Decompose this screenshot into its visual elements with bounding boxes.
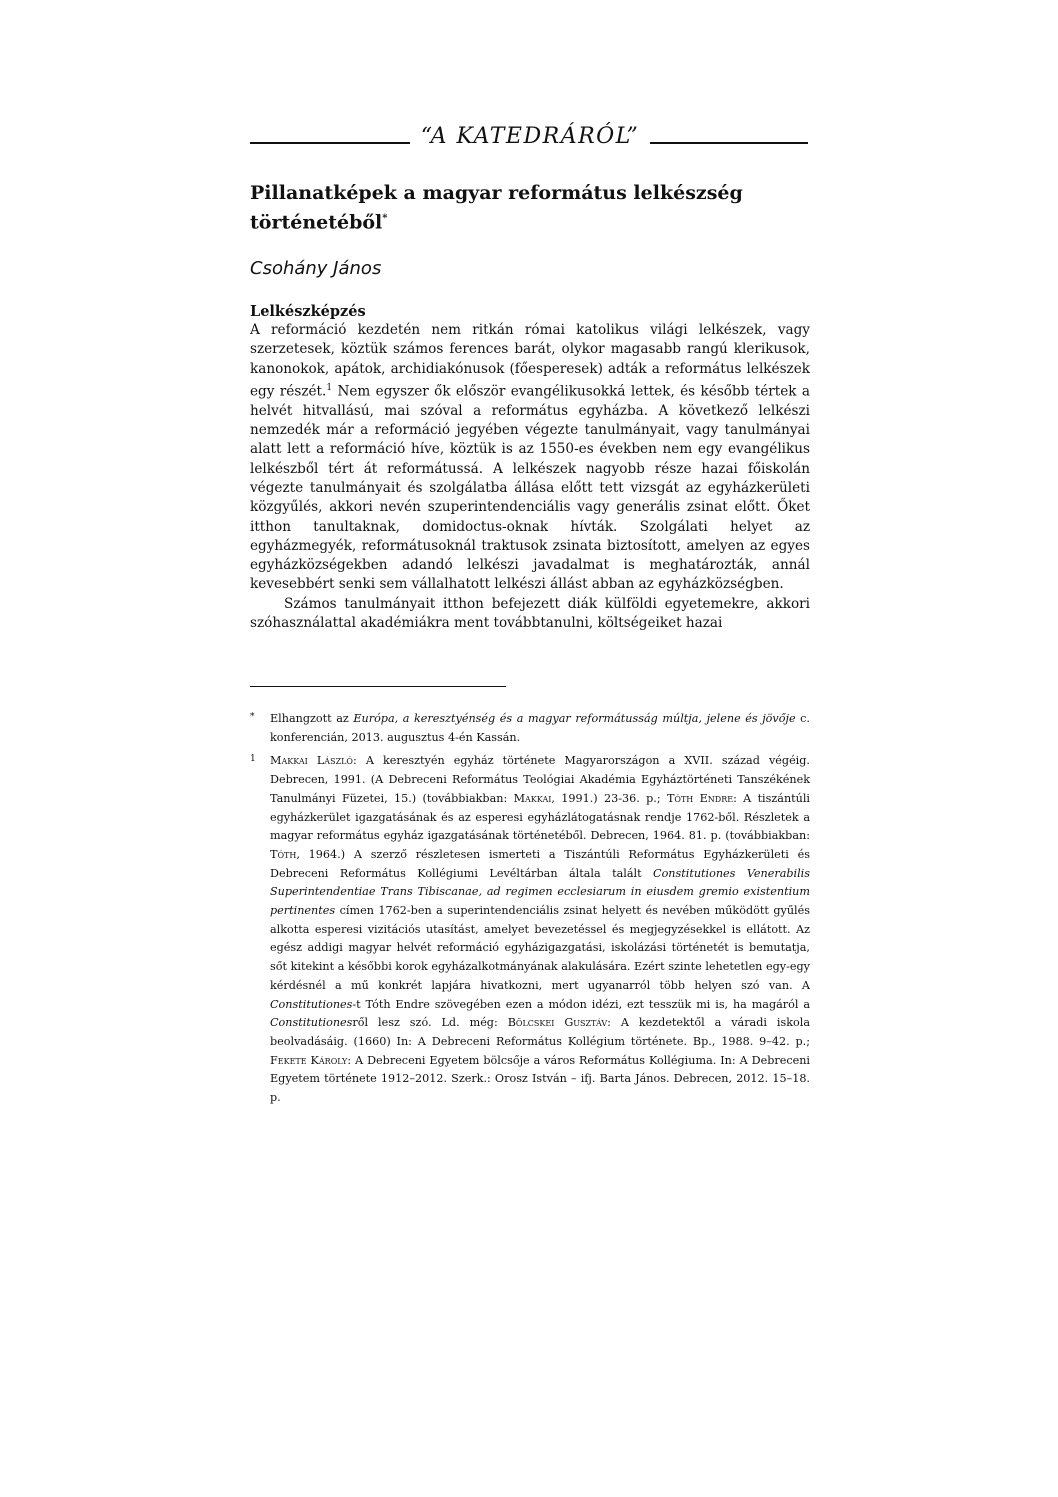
fn1-constitutiones-2: Constitutiones xyxy=(270,1016,353,1030)
fn1-s8: , 1964.) A szerző részletesen ismerteti a Tiszántúli Református Egyházkerületi és Debreceni Református Kollégiumi Levéltárban általa talált xyxy=(270,847,810,880)
fn1-toth-short: Tóth xyxy=(270,847,297,861)
paragraph-1-text-b: Nem egyszer ők először evangélikusokká lettek, és később tértek a helvét hitvallású, mai szóval a református egyházba. A következő lelkészi nemzedék már a reformáció jegyében végezte tanulmányait, vagy tanulmányai alatt lett a reformáció híve, köztük is az 1550-es években nem egy evangélikus lelkészből tért át reformátussá. A lelkészek nagyobb része hazai főiskolán végezte tanulmányait és szolgálatba állása előtt tett vizsgát az egyházkerületi közgyűlés, akkori nevén szuperintendenciális vagy generális zsinat előtt. Őket itthon tanultaknak, domidoctus-oknak hívták. Szolgálati helyet az egyházmegyék, reformátusoknál traktusok zsinata biztosított, amelyen az egyes egyházközségekben adandó lelkészi javadalmat is meghatározták, annál kevesebbért senki sem vállalhatott lelkészi állást abban az egyházközségben. xyxy=(250,383,810,593)
footnote-star-mark: * xyxy=(250,712,255,722)
fn1-constitutiones-1: Constitutiones xyxy=(270,997,353,1011)
footnotes xyxy=(250,710,810,1113)
article-author: Csohány János xyxy=(250,258,382,279)
fn1-s4: , 1991.) 23-36. p.; xyxy=(551,791,667,805)
fn1-author-toth: Tóth Endre xyxy=(666,791,734,805)
paragraph-2: Számos tanulmányait itthon befejezett diák külföldi egyetemekre, akkori szóhasználattal akadémiákra ment továbbtanulni, költségeiket hazai xyxy=(250,595,810,631)
article-title-text: Pillanatképek a magyar református lelkészség történetéből xyxy=(250,182,743,234)
fn1-s2: : A keresztyén egyház története Magyarországon a XVII. század végéig. Debrecen, 1991. (A Debreceni Református Teológiai Akadémia Egyháztörténeti Tanszékének Tanulmányi Füzetei, 15.) (továbbiakban: xyxy=(270,754,810,805)
fn1-author-makkai: Makkai László xyxy=(270,754,353,768)
article-body xyxy=(250,302,810,633)
footnote-separator xyxy=(250,686,506,687)
fn1-s16: : A kezdetektől a váradi iskola beolvadásáig. (1660) In: A Debreceni Református Kollégium története. Bp., 1988. 9–42. p.; xyxy=(270,1016,810,1048)
paragraph-1 xyxy=(250,321,810,595)
subheading: Lelkészképzés xyxy=(250,303,366,320)
fn1-author-fekete: Fekete Károly xyxy=(270,1053,348,1067)
footnote-1-text xyxy=(270,752,810,1107)
fn1-s18: : A Debreceni Egyetem bölcsője a város Református Kollégiuma. In: A Debreceni Egyetem története 1912–2012. Szerk.: Orosz István – ifj. Barta János. Debrecen, 2012. 15–18. p. xyxy=(270,1053,810,1105)
footnote-1-mark: 1 xyxy=(250,754,256,765)
fn1-s12: -t Tóth Endre szövegében ezen a módon idézi, ezt tesszük mi is, ha magáról a xyxy=(352,997,810,1011)
section-header xyxy=(250,124,810,164)
fn1-s6: : A tiszántúli egyházkerület igazgatásának és az esperesi egyházlátogatásnak rendje 1762-ből. Részletek a magyar református egyház igazgatásának történetéből. Debrecen, 1964. 81. p. (továbbiakban: xyxy=(270,791,811,843)
fn1-constitutiones-title: Constitutiones Venerabilis Superintendentiae Trans Tibiscanae, ad regimen ecclesiarum in eiusdem gremio existentium pertinentes xyxy=(270,866,811,918)
paragraph-1-text-a: A reformáció kezdetén nem ritkán római katolikus világi lelkészek, vagy szerzetesek, köztük számos ferences barát, olykor magasabb rangú klerikusok, kanonokok, apátok, archidiakónusok (főesperesek) adták a református lelkészek egy részét. xyxy=(250,322,810,400)
fn-star-t1: Elhangzott az xyxy=(270,712,354,725)
footnote-star xyxy=(250,710,810,747)
fn1-author-bolcskei: Bölcskei Gusztáv xyxy=(507,1016,608,1030)
fn-star-conference-title: Európa, a keresztyénség és a magyar reformátusság múltja, jelene és jövője xyxy=(353,712,796,725)
footnote-star-text xyxy=(270,710,810,747)
header-rule-right xyxy=(650,142,808,144)
title-footnote-mark[interactable]: * xyxy=(382,213,388,224)
fn1-s10: címen 1762-ben a superintendenciális zsinat helyett és nevében működött gyűlés alkotta esperesi vizitációs utasítást, amelyet bevezetéssel és megjegyzésekkel is ellátott. Az egész addigi magyar helvét reformáció egyházigazgatási, iskolázási történetét is bemutatja, sőt kitekint a későbbi korok egyházalkotmányának alakulására. Ezért szinte lehetetlen egy-egy kérdésnél a mű konkrét lapjára hivatkozni, mert ugyanarról több helyen szó van. A xyxy=(270,904,810,992)
header-rule-left xyxy=(250,142,410,144)
article-title xyxy=(250,181,810,235)
footnote-1 xyxy=(250,752,810,1107)
fn1-makkai-short: Makkai xyxy=(513,791,552,805)
fn1-s14: ről lesz szó. Ld. még: xyxy=(352,1016,508,1030)
fn-star-t2: c. konferencián, 2013. augusztus 4-én Kassán. xyxy=(270,712,810,744)
footnote-ref-1[interactable]: 1 xyxy=(326,382,333,393)
section-label: “A KATEDRÁRÓL” xyxy=(420,124,640,149)
